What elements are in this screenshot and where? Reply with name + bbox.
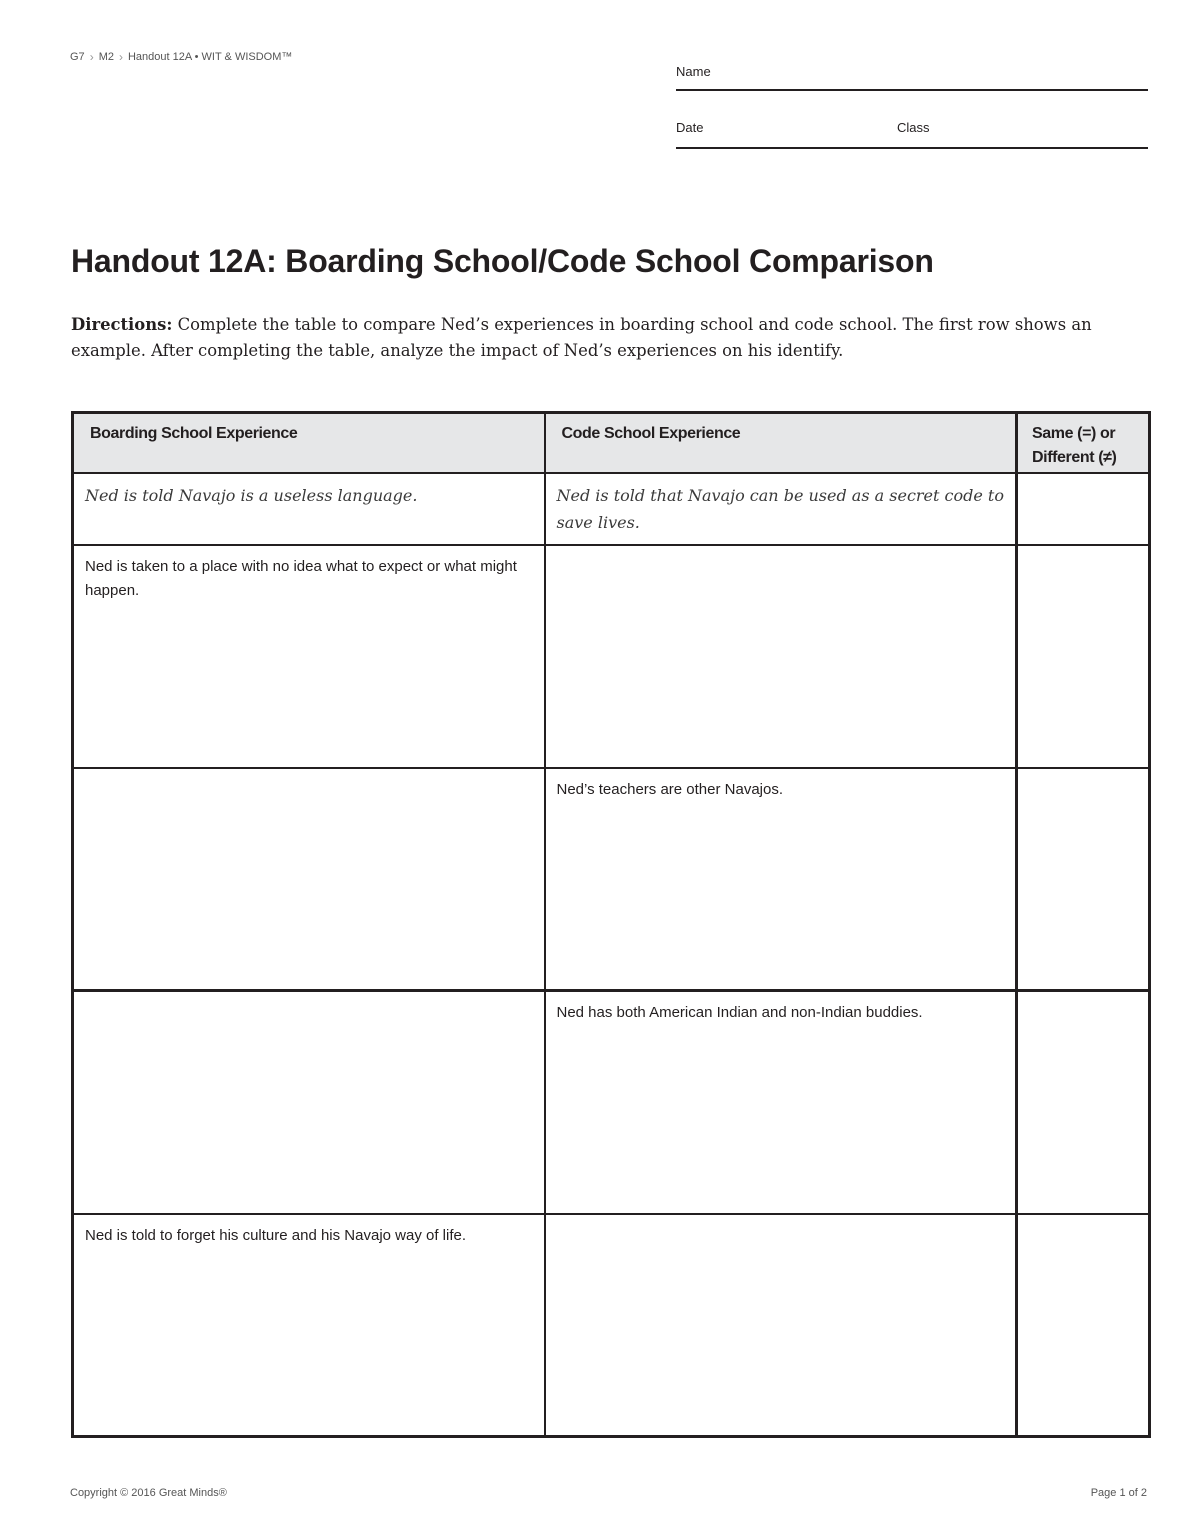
header-boarding: Boarding School Experience	[73, 413, 545, 473]
date-class-field[interactable]	[676, 118, 1148, 149]
directions	[71, 312, 1151, 364]
directions-label: Directions:	[71, 315, 173, 334]
page-title: Handout 12A: Boarding School/Code School Comparison	[71, 243, 934, 279]
date-label: Date	[676, 120, 704, 135]
breadcrumb-module: M2	[98, 51, 114, 63]
chevron-right-icon: ›	[118, 50, 123, 64]
table-row	[73, 1214, 1150, 1437]
cell-boarding[interactable]	[73, 991, 545, 1214]
cell-example-boarding: Ned is told Navajo is a useless language.	[73, 473, 545, 545]
chevron-right-icon: ›	[89, 50, 94, 64]
table-row	[73, 768, 1150, 991]
breadcrumb	[70, 50, 292, 64]
breadcrumb-grade: G7	[70, 51, 85, 63]
directions-text: Complete the table to compare Ned’s experiences in boarding school and code school. The first row shows an example. After completing the table, analyze the impact of Ned’s experiences on his identify.	[71, 315, 1092, 360]
header-same-line2: Different (≠)	[1032, 449, 1117, 466]
cell-code: Ned’s teachers are other Navajos.	[545, 768, 1017, 991]
breadcrumb-handout: Handout 12A • WIT & WISDOM™	[127, 51, 293, 63]
cell-boarding: Ned is told to forget his culture and his Navajo way of life.	[73, 1214, 545, 1437]
class-label: Class	[897, 120, 930, 135]
name-field[interactable]	[676, 62, 1148, 91]
copyright: Copyright © 2016 Great Minds®	[70, 1487, 227, 1499]
cell-code[interactable]	[545, 1214, 1017, 1437]
cell-boarding: Ned is taken to a place with no idea what to expect or what might happen.	[73, 545, 545, 768]
header-same-different	[1017, 413, 1150, 473]
cell-code: Ned has both American Indian and non-Indian buddies.	[545, 991, 1017, 1214]
header-code: Code School Experience	[545, 413, 1017, 473]
table-row-example	[73, 473, 1150, 545]
table-header-row	[73, 413, 1150, 473]
comparison-table	[71, 411, 1151, 1438]
cell-boarding[interactable]	[73, 768, 545, 991]
page-number: Page 1 of 2	[1090, 1487, 1147, 1499]
cell-example-same[interactable]	[1017, 473, 1150, 545]
cell-same[interactable]	[1017, 768, 1150, 991]
name-label: Name	[676, 64, 711, 79]
cell-example-code: Ned is told that Navajo can be used as a secret code to save lives.	[545, 473, 1017, 545]
table-row	[73, 991, 1150, 1214]
cell-same[interactable]	[1017, 1214, 1150, 1437]
cell-same[interactable]	[1017, 991, 1150, 1214]
cell-same[interactable]	[1017, 545, 1150, 768]
table-row	[73, 545, 1150, 768]
header-same-line1: Same (=) or	[1032, 425, 1116, 442]
cell-code[interactable]	[545, 545, 1017, 768]
